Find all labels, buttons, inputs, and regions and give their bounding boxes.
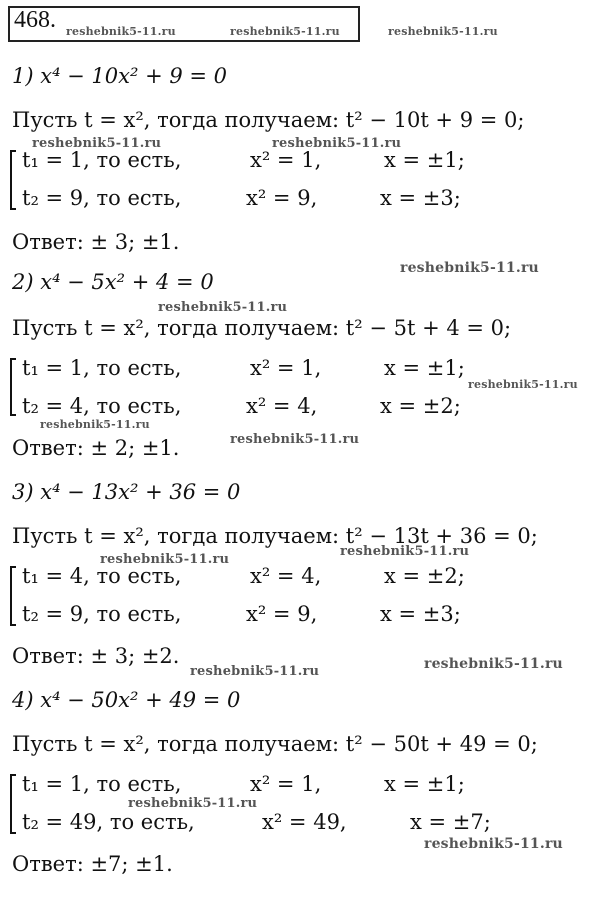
t-root-1: t₁ = 1, то есть, [22, 772, 182, 796]
x-squared-1: x² = 4, [250, 564, 322, 588]
t-root-2: t₂ = 9, то есть, [22, 186, 182, 210]
t-root-2: t₂ = 4, то есть, [22, 394, 182, 418]
watermark: reshebnik5-11.ru [230, 25, 340, 38]
answer-2: Ответ: ± 2; ±1. [12, 436, 180, 460]
equation-1: 1) x⁴ − 10x² + 9 = 0 [12, 64, 228, 88]
answer-1: Ответ: ± 3; ±1. [12, 230, 180, 254]
watermark: reshebnik5-11.ru [100, 552, 230, 567]
watermark: reshebnik5-11.ru [158, 300, 288, 315]
answer-4: Ответ: ±7; ±1. [12, 852, 173, 876]
x-squared-2: x² = 9, [246, 186, 318, 210]
watermark: reshebnik5-11.ru [190, 664, 320, 679]
substitution-1: Пусть t = x², тогда получаем: t² − 10t + 9 = 0; [12, 108, 525, 132]
equation-3: 3) x⁴ − 13x² + 36 = 0 [12, 480, 241, 504]
watermark: reshebnik5-11.ru [66, 25, 176, 38]
x-squared-2: x² = 49, [262, 810, 347, 834]
x-value-1: x = ±1; [384, 356, 465, 380]
watermark: reshebnik5-11.ru [340, 544, 470, 559]
t-root-1: t₁ = 1, то есть, [22, 356, 182, 380]
system-bracket [10, 150, 16, 210]
x-squared-2: x² = 4, [246, 394, 318, 418]
answer-3: Ответ: ± 3; ±2. [12, 644, 180, 668]
watermark: reshebnik5-11.ru [424, 836, 563, 852]
watermark: reshebnik5-11.ru [468, 378, 578, 391]
watermark: reshebnik5-11.ru [400, 260, 539, 276]
x-value-1: x = ±1; [384, 772, 465, 796]
substitution-2: Пусть t = x², тогда получаем: t² − 5t + 4 = 0; [12, 316, 512, 340]
x-value-2: x = ±3; [380, 186, 461, 210]
watermark: reshebnik5-11.ru [40, 418, 150, 431]
t-root-2: t₂ = 49, то есть, [22, 810, 195, 834]
watermark: reshebnik5-11.ru [388, 25, 498, 38]
x-value-1: x = ±1; [384, 148, 465, 172]
t-root-1: t₁ = 4, то есть, [22, 564, 182, 588]
system-bracket [10, 774, 16, 834]
x-value-2: x = ±7; [410, 810, 491, 834]
watermark: reshebnik5-11.ru [230, 432, 360, 447]
watermark: reshebnik5-11.ru [424, 656, 563, 672]
x-squared-2: x² = 9, [246, 602, 318, 626]
system-bracket [10, 358, 16, 416]
substitution-3: Пусть t = x², тогда получаем: t² − 13t + 36 = 0; [12, 524, 538, 548]
t-root-2: t₂ = 9, то есть, [22, 602, 182, 626]
watermark: reshebnik5-11.ru [128, 796, 258, 811]
task-number: 468. [14, 7, 56, 33]
equation-4: 4) x⁴ − 50x² + 49 = 0 [12, 688, 241, 712]
watermark: reshebnik5-11.ru [272, 136, 402, 151]
equation-2: 2) x⁴ − 5x² + 4 = 0 [12, 270, 214, 294]
substitution-4: Пусть t = x², тогда получаем: t² − 50t + 49 = 0; [12, 732, 538, 756]
watermark: reshebnik5-11.ru [32, 136, 162, 151]
x-value-2: x = ±3; [380, 602, 461, 626]
t-root-1: t₁ = 1, то есть, [22, 148, 182, 172]
x-squared-1: x² = 1, [250, 772, 322, 796]
system-bracket [10, 566, 16, 626]
x-value-1: x = ±2; [384, 564, 465, 588]
x-squared-1: x² = 1, [250, 148, 322, 172]
x-value-2: x = ±2; [380, 394, 461, 418]
x-squared-1: x² = 1, [250, 356, 322, 380]
